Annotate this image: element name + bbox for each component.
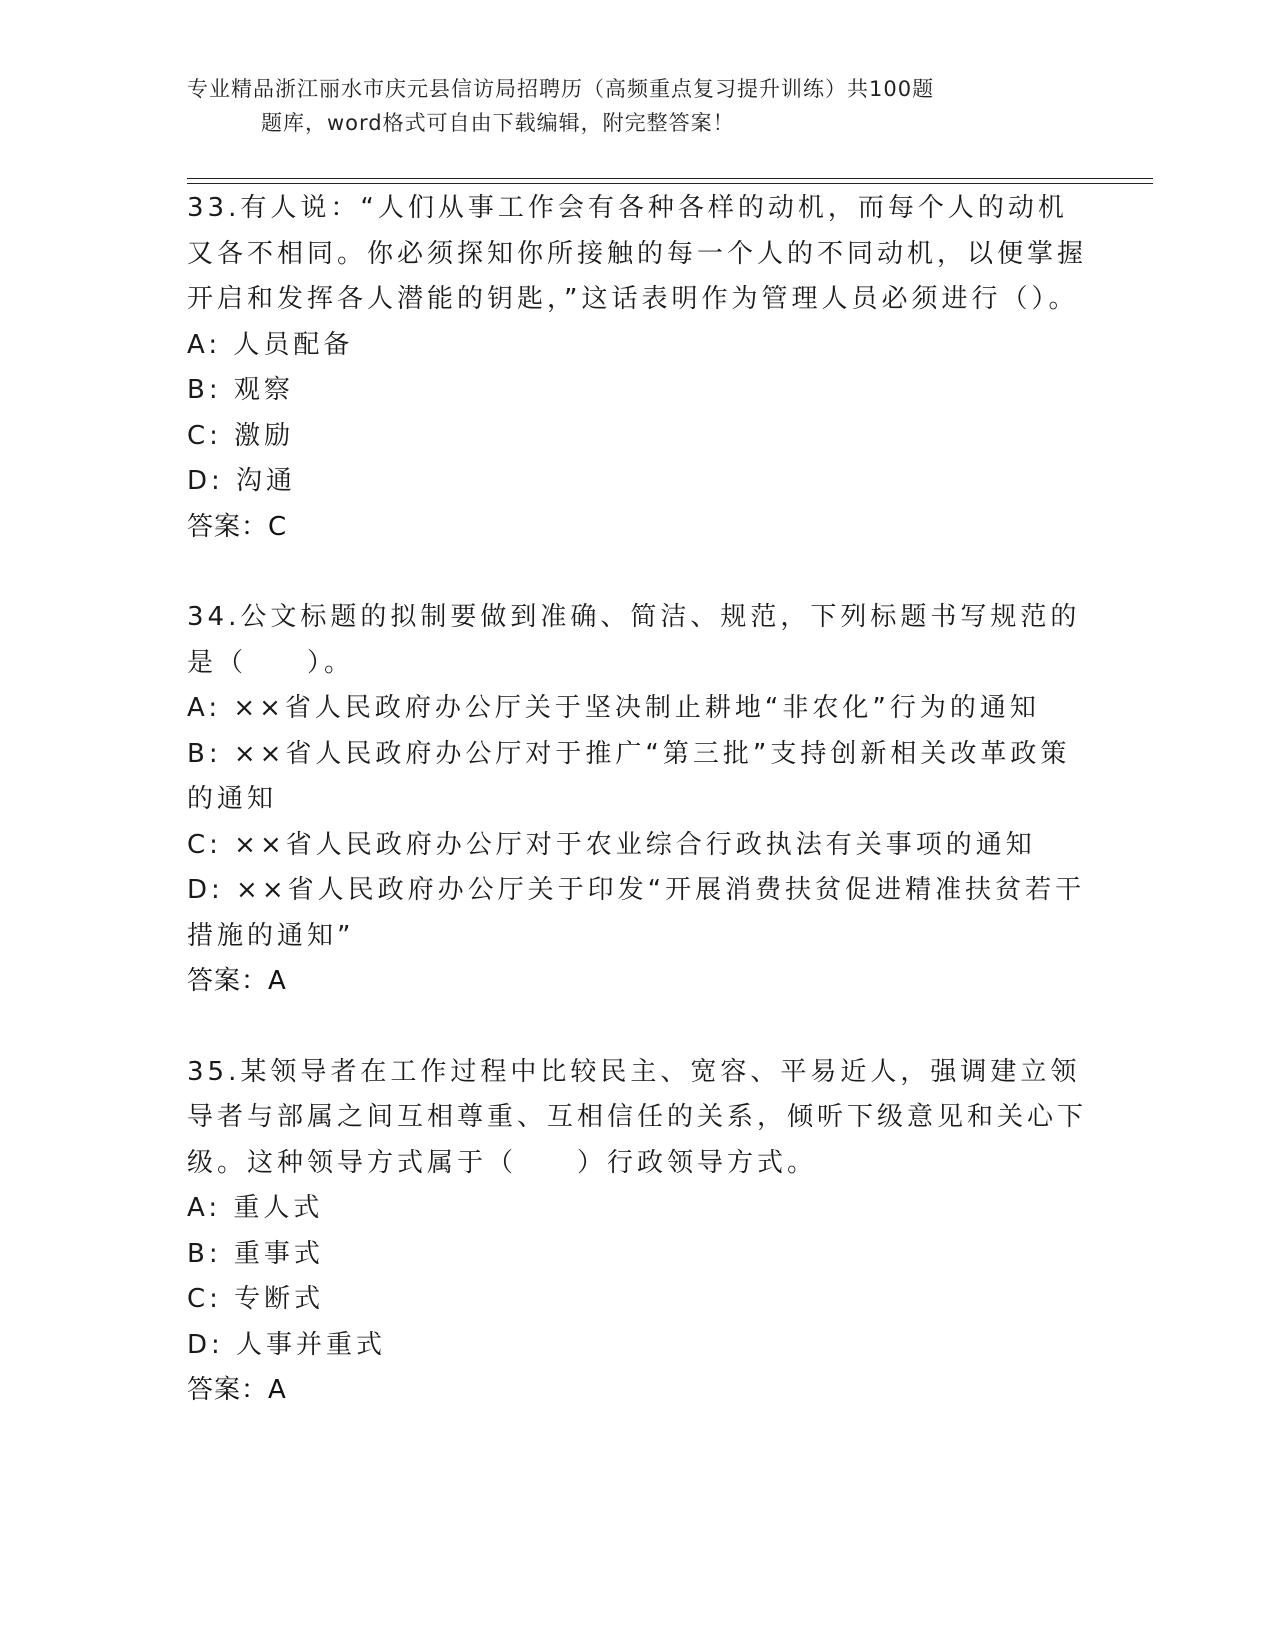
- option-d: D: 人事并重式: [187, 1329, 387, 1360]
- option-c: C: 专断式: [187, 1284, 325, 1314]
- question-stem: 33.有人说：“人们从事工作会有各种各样的动机，而每个人的动机又各不相同。你必须探知你所接触的每一个人的不同动机，以便掌握开启和发挥各人潜能的钥匙，”这话表明作为管理人员必须进行（）。: [187, 193, 1088, 314]
- question-stem: 34.公文标题的拟制要做到准确、简洁、规范，下列标题书写规范的是（ ）。: [187, 602, 1081, 678]
- option-a: A: 重人式: [187, 1193, 324, 1223]
- header-title-line-1: 专业精品浙江丽水市庆元县信访局招聘历（高频重点复习提升训练）共100题: [187, 77, 935, 101]
- header-divider-top: [187, 178, 1153, 179]
- option-b: B: 观察: [187, 375, 294, 405]
- option-d: D: ××省人民政府办公厅关于印发“开展消费扶贫促进精准扶贫若干措施的通知”: [187, 875, 1086, 951]
- option-c: C: 激励: [187, 420, 295, 451]
- answer-key: 答案：A: [187, 966, 287, 996]
- answer-key: 答案：A: [187, 1375, 287, 1405]
- option-a: A: ××省人民政府办公厅关于坚决制止耕地“非农化”行为的通知: [187, 693, 1040, 723]
- header-title-line-2: 题库，word格式可自由下载编辑，附完整答案！: [261, 111, 735, 135]
- option-c: C: ××省人民政府办公厅对于农业综合行政执法有关事项的通知: [187, 829, 1036, 860]
- option-b: B: 重事式: [187, 1238, 324, 1269]
- question-list: [187, 186, 1087, 1459]
- header-divider-bottom: [187, 183, 1153, 184]
- question-35: [187, 1050, 1087, 1414]
- question-34: [187, 595, 1087, 1005]
- option-d: D: 沟通: [187, 466, 297, 496]
- question-stem: 35.某领导者在工作过程中比较民主、宽容、平易近人，强调建立领导者与部属之间互相尊重、互相信任的关系，倾听下级意见和关心下级。这种领导方式属于（ ）行政领导方式。: [187, 1056, 1088, 1178]
- option-a: A: 人员配备: [187, 329, 354, 360]
- option-b: B: ××省人民政府办公厅对于推广“第三批”支持创新相关改革政策的通知: [187, 738, 1071, 814]
- document-header: [187, 72, 1047, 140]
- question-33: [187, 186, 1087, 550]
- answer-key: 答案：C: [187, 511, 288, 542]
